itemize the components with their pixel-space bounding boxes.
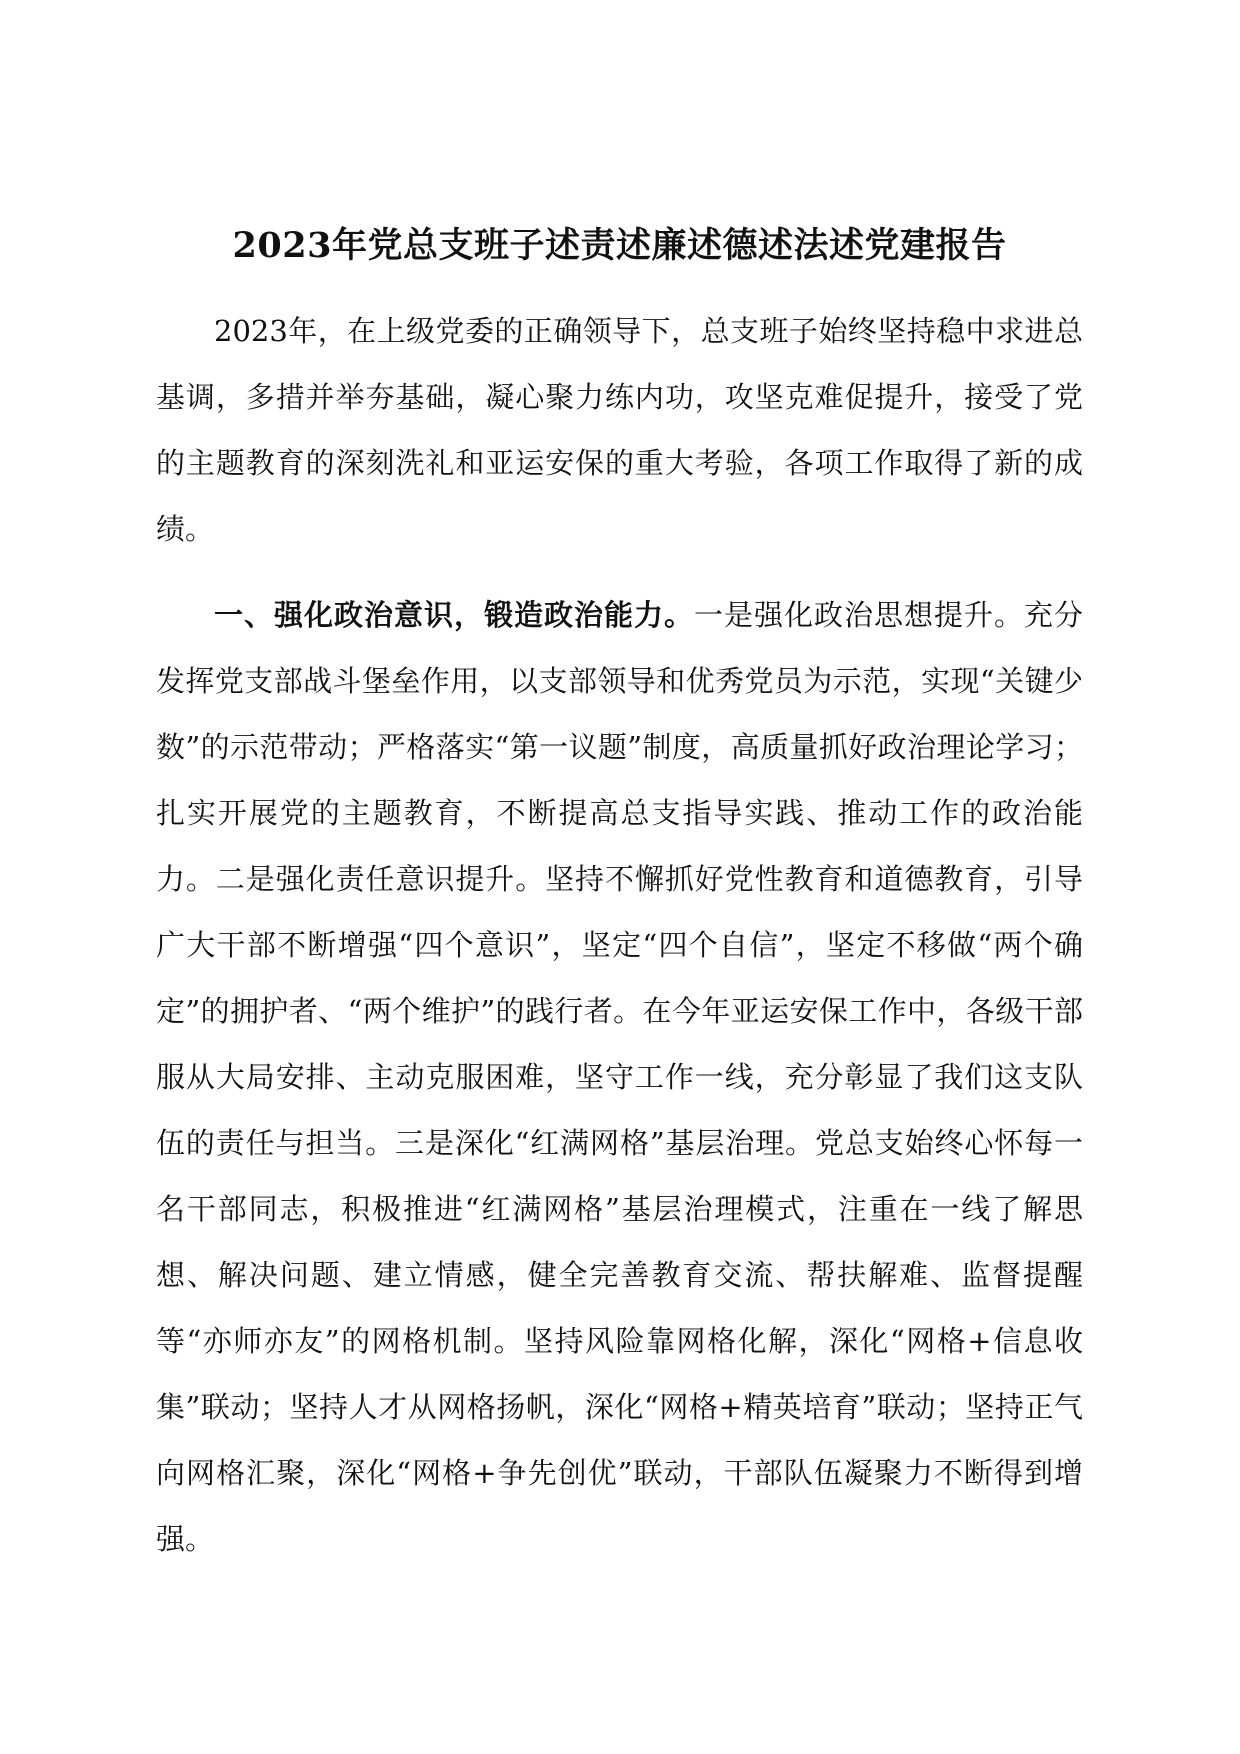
- intro-paragraph: 2023年，在上级党委的正确领导下，总支班子始终坚持稳中求进总基调，多措并举夯基础，凝心聚力练内功，攻坚克难促提升，接受了党的主题教育的深刻洗礼和亚运安保的重大考验，各项工作取得了新的成绩。: [156, 314, 1083, 546]
- section-one-paragraph: [156, 582, 1083, 1572]
- document-body: [156, 218, 1083, 1572]
- document-title: 2023年党总支班子述责述廉述德述法述党建报告: [232, 225, 1007, 266]
- section-one-body: 一是强化政治思想提升。充分发挥党支部战斗堡垒作用，以支部领导和优秀党员为示范，实现“关键少数”的示范带动；严格落实“第一议题”制度，高质量抓好政治理论学习；扎实开展党的主题教育，不断提高总支指导实践、推动工作的政治能力。二是强化责任意识提升。坚持不懈抓好党性教育和道德教育，引导广大干部不断增强“四个意识”，坚定“四个自信”，坚定不移做“两个确定”的拥护者、“两个维护”的践行者。在今年亚运安保工作中，各级干部服从大局安排、主动克服困难，坚守工作一线，充分彰显了我们这支队伍的责任与担当。三是深化“红满网格”基层治理。党总支始终心怀每一名干部同志，积极推进“红满网格”基层治理模式，注重在一线了解思想、解决问题、建立情感，健全完善教育交流、帮扶解难、监督提醒等“亦师亦友”的网格机制。坚持风险靠网格化解，深化“网格+信息收集”联动；坚持人才从网格扬帆，深化“网格+精英培育”联动；坚持正气向网格汇聚，深化“网格+争先创优”联动，干部队伍凝聚力不断得到增强。: [156, 598, 1083, 1556]
- section-one-heading: 一、强化政治意识，锻造政治能力。: [214, 598, 694, 632]
